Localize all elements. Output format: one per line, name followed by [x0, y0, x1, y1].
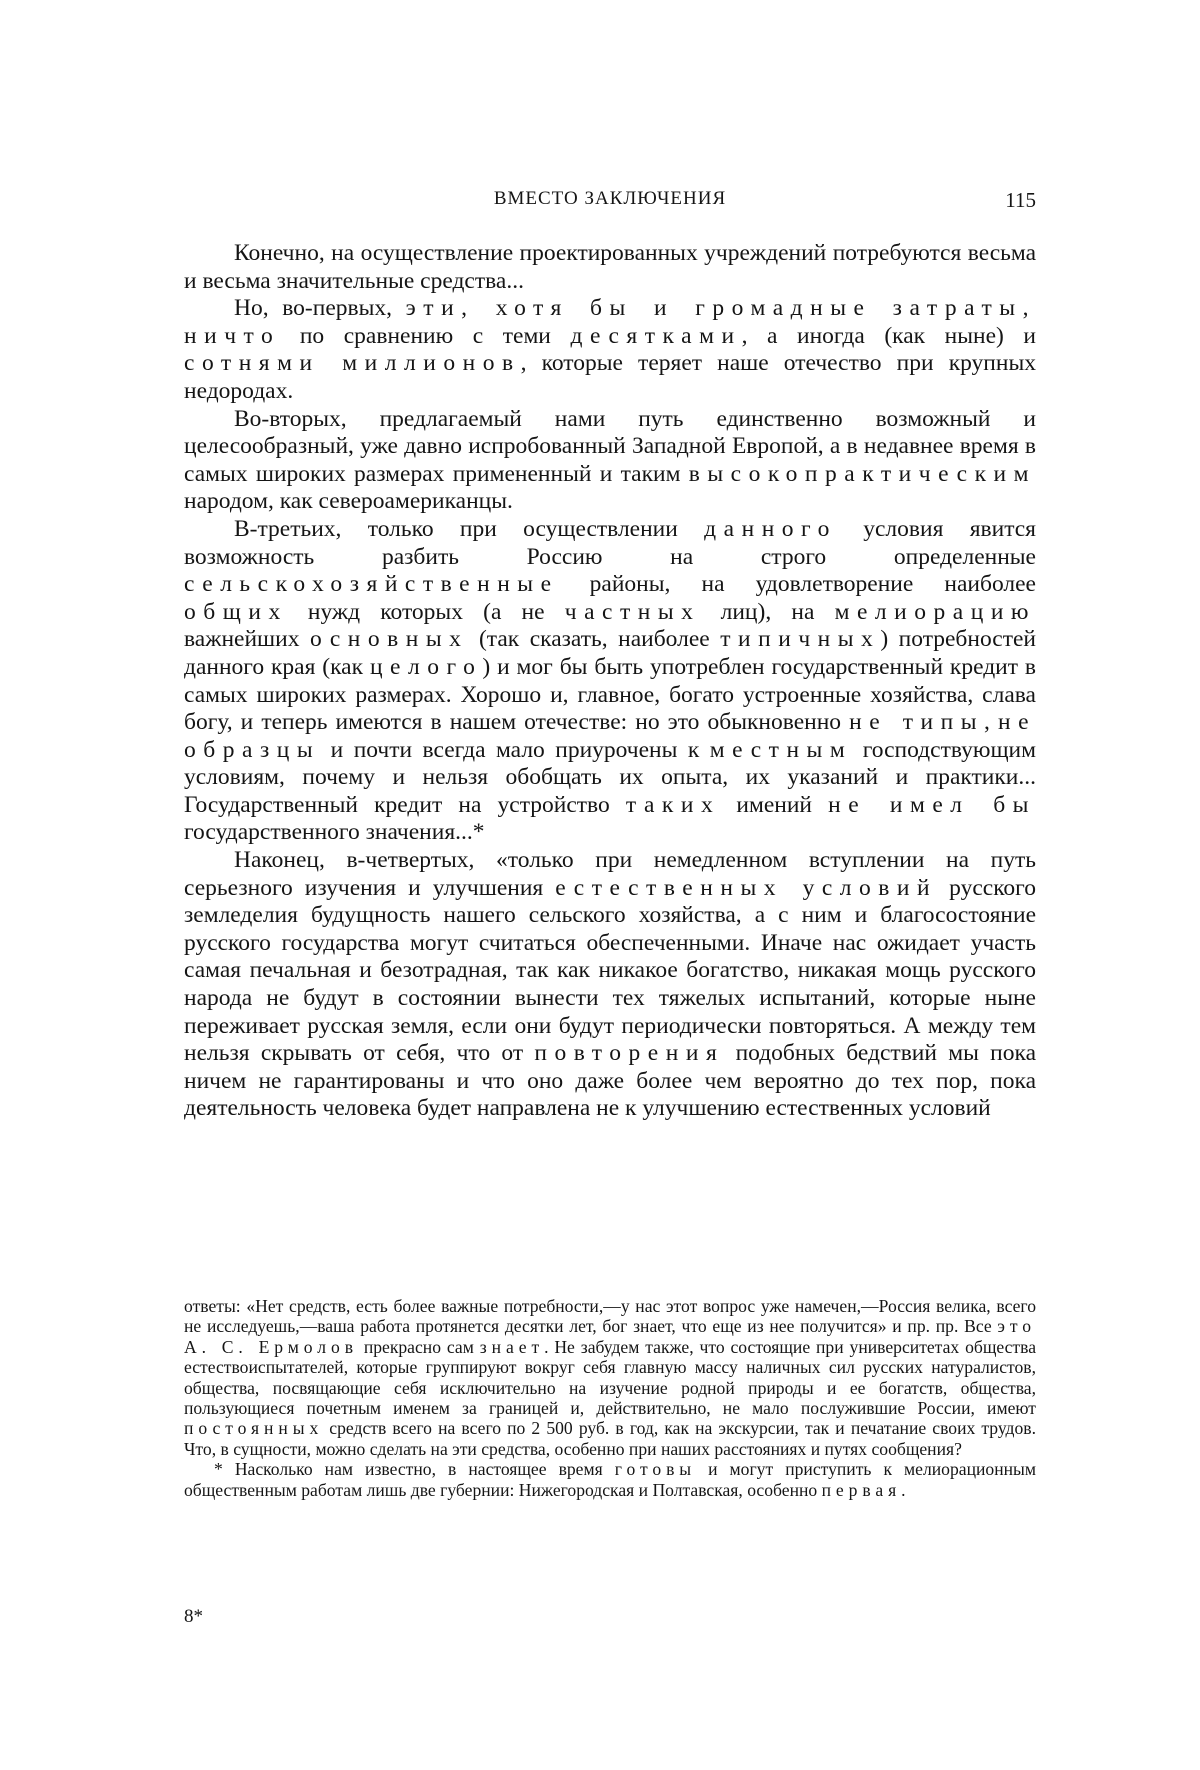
spaced-emphasis: данного	[704, 516, 837, 542]
text-run: и могут приступить к мелиорационным общественным работам лишь две губернии: Нижегородская и Полтавская, особенно	[184, 1459, 1036, 1499]
paragraph-3	[184, 406, 1036, 516]
text-run: ,	[984, 709, 998, 735]
text-run: . Не забудем также, что состоящие при университетах общества естествоиспытателей, которые группируют вокруг себя главную массу наличных сил русских натуралистов, общества, посвящающие себя исключительно на изучение родной природы и ее богатств, общества, пользующиеся почетным именем за границей и, действительно, не мало послужившие России, имеют	[184, 1337, 1036, 1418]
main-text	[184, 240, 1036, 1123]
spaced-emphasis: не имел бы	[828, 792, 1036, 818]
text-run: по сравнению с теми	[280, 323, 570, 349]
spaced-emphasis: естественных условий	[555, 875, 937, 901]
text-run: важнейших	[184, 626, 310, 652]
text-run: Но, во-первых,	[234, 295, 406, 321]
spaced-emphasis: готовы	[615, 1459, 696, 1479]
spaced-emphasis: высокопрактическим	[689, 461, 1036, 487]
text-run: ) и мог бы быть употреблен государственный кредит в самых широких размерах. Хорошо и, главное, богато устроенные хозяйства, слава богу, и теперь имеются в нашем отечестве: но это обыкновенно	[184, 654, 1036, 735]
footnotes	[184, 1296, 1036, 1500]
text-run: господствующим условиям, почему и нельзя обобщать их опыта, их указаний и практики... Государственный кредит на устройство	[184, 737, 1036, 818]
spaced-emphasis: знает	[480, 1337, 544, 1357]
signature-mark: 8*	[184, 1606, 203, 1628]
text-run: русского земледелия будущность нашего сельского хозяйства, а с ним и благосостояние русского государства могут считаться обеспеченными. Иначе нас ожидает участь самая печальная и безотрадная, так как никакое богатство, никакая мощь русского народа не будут в состоянии вынести тех тяжелых испытаний, которые ныне переживает русская земля, если они будут периодически повторяться. А между тем нельзя скрывать от себя, что от	[184, 875, 1036, 1067]
text-run: народом, как североамериканцы.	[184, 488, 513, 514]
text-run: средств всего на всего по 2 500 руб. в год, как на экскурсии, так и печатание своих трудов. Что, в сущности, можно сделать на эти средства, особенно при наших расстояниях и путях сообщения?	[184, 1418, 1036, 1458]
spaced-emphasis: повторения	[534, 1040, 724, 1066]
text-run: Конечно, на осуществление проектированных учреждений потребуются весьма и весьма значительные средства...	[184, 240, 1036, 294]
paragraph-4	[184, 516, 1036, 847]
spaced-emphasis: сотнями миллионов	[184, 350, 521, 376]
text-run: В-третьих, только при осуществлении	[234, 516, 704, 542]
spaced-emphasis: мелиорацию	[835, 599, 1036, 625]
text-run: , которые теряет наше отечество при крупных недородах.	[184, 350, 1036, 404]
text-run: ) потребностей данного края (как	[184, 626, 1036, 680]
spaced-emphasis: местным	[710, 737, 852, 763]
text-run: Во-вторых, предлагаемый нами путь единственно возможный и целесообразный, уже давно испробованный Западной Европой, а в недавнее время в самых широких размерах примененный и таким	[184, 406, 1036, 487]
spaced-emphasis: общих	[184, 599, 288, 625]
spaced-emphasis: основных	[310, 626, 468, 652]
text-run: условия явится возможность разбить Россию на строго определенные	[184, 516, 1036, 570]
text-run: имений	[720, 792, 828, 818]
text-run: Наконец, в-четвертых, «только при немедленном вступлении на путь серьезного изучения и улучшения	[184, 847, 1036, 901]
spaced-emphasis: А. С. Ермолов	[184, 1337, 358, 1357]
paragraph-1	[184, 240, 1036, 295]
text-run: районы, на удовлетворение наиболее	[559, 571, 1036, 597]
spaced-emphasis: целого	[370, 654, 482, 680]
spaced-emphasis: постоянных	[184, 1418, 323, 1438]
text-run: ответы: «Нет средств, есть более важные потребности,—у нас этот вопрос уже намечен,—Россия велика, всего не исследуешь,—ваша работа протянется десятки лет, бог знает, что еще из нее получится» и пр. пр. Все	[184, 1296, 1036, 1336]
text-run: (так сказать, наиболее	[468, 626, 720, 652]
page-number: 115	[1005, 188, 1036, 213]
text-run: прекрасно сам	[358, 1337, 480, 1357]
spaced-emphasis: частных	[565, 599, 701, 625]
footnote-asterisk	[184, 1459, 1036, 1500]
spaced-emphasis: это	[997, 1316, 1036, 1336]
text-run: подобных бедствий мы пока ничем не гарантированы и что оно даже более чем вероятно до тех пор, пока деятельность человека будет направлена не к улучшению естественных условий	[184, 1040, 1036, 1121]
spaced-emphasis: первая	[822, 1480, 902, 1500]
text-run: * Насколько нам известно, в настоящее время	[214, 1459, 615, 1479]
spaced-emphasis: не образцы	[184, 709, 1036, 763]
footnote-continuation	[184, 1296, 1036, 1459]
spaced-emphasis: не типы	[849, 709, 984, 735]
spaced-emphasis: таких	[626, 792, 720, 818]
text-run: и почти всегда мало приурочены к	[320, 737, 710, 763]
page-header	[184, 188, 1036, 218]
paragraph-5	[184, 847, 1036, 1123]
paragraph-2	[184, 295, 1036, 405]
text-run: нужд которых (а не	[288, 599, 565, 625]
text-run: государственного значения...*	[184, 819, 485, 845]
text-run: .	[901, 1480, 905, 1500]
spaced-emphasis: типичных	[720, 626, 880, 652]
running-head: ВМЕСТО ЗАКЛЮЧЕНИЯ	[184, 188, 1036, 210]
book-page	[184, 0, 1036, 1770]
spaced-emphasis: эти, хотя бы и громадные затраты,	[406, 295, 1036, 321]
spaced-emphasis: сельскохозяйственные	[184, 571, 559, 597]
spaced-emphasis: десятками	[570, 323, 741, 349]
text-run: лиц), на	[700, 599, 834, 625]
spaced-emphasis: ничто	[184, 323, 280, 349]
text-run: , а иногда (как ныне) и	[742, 323, 1036, 349]
